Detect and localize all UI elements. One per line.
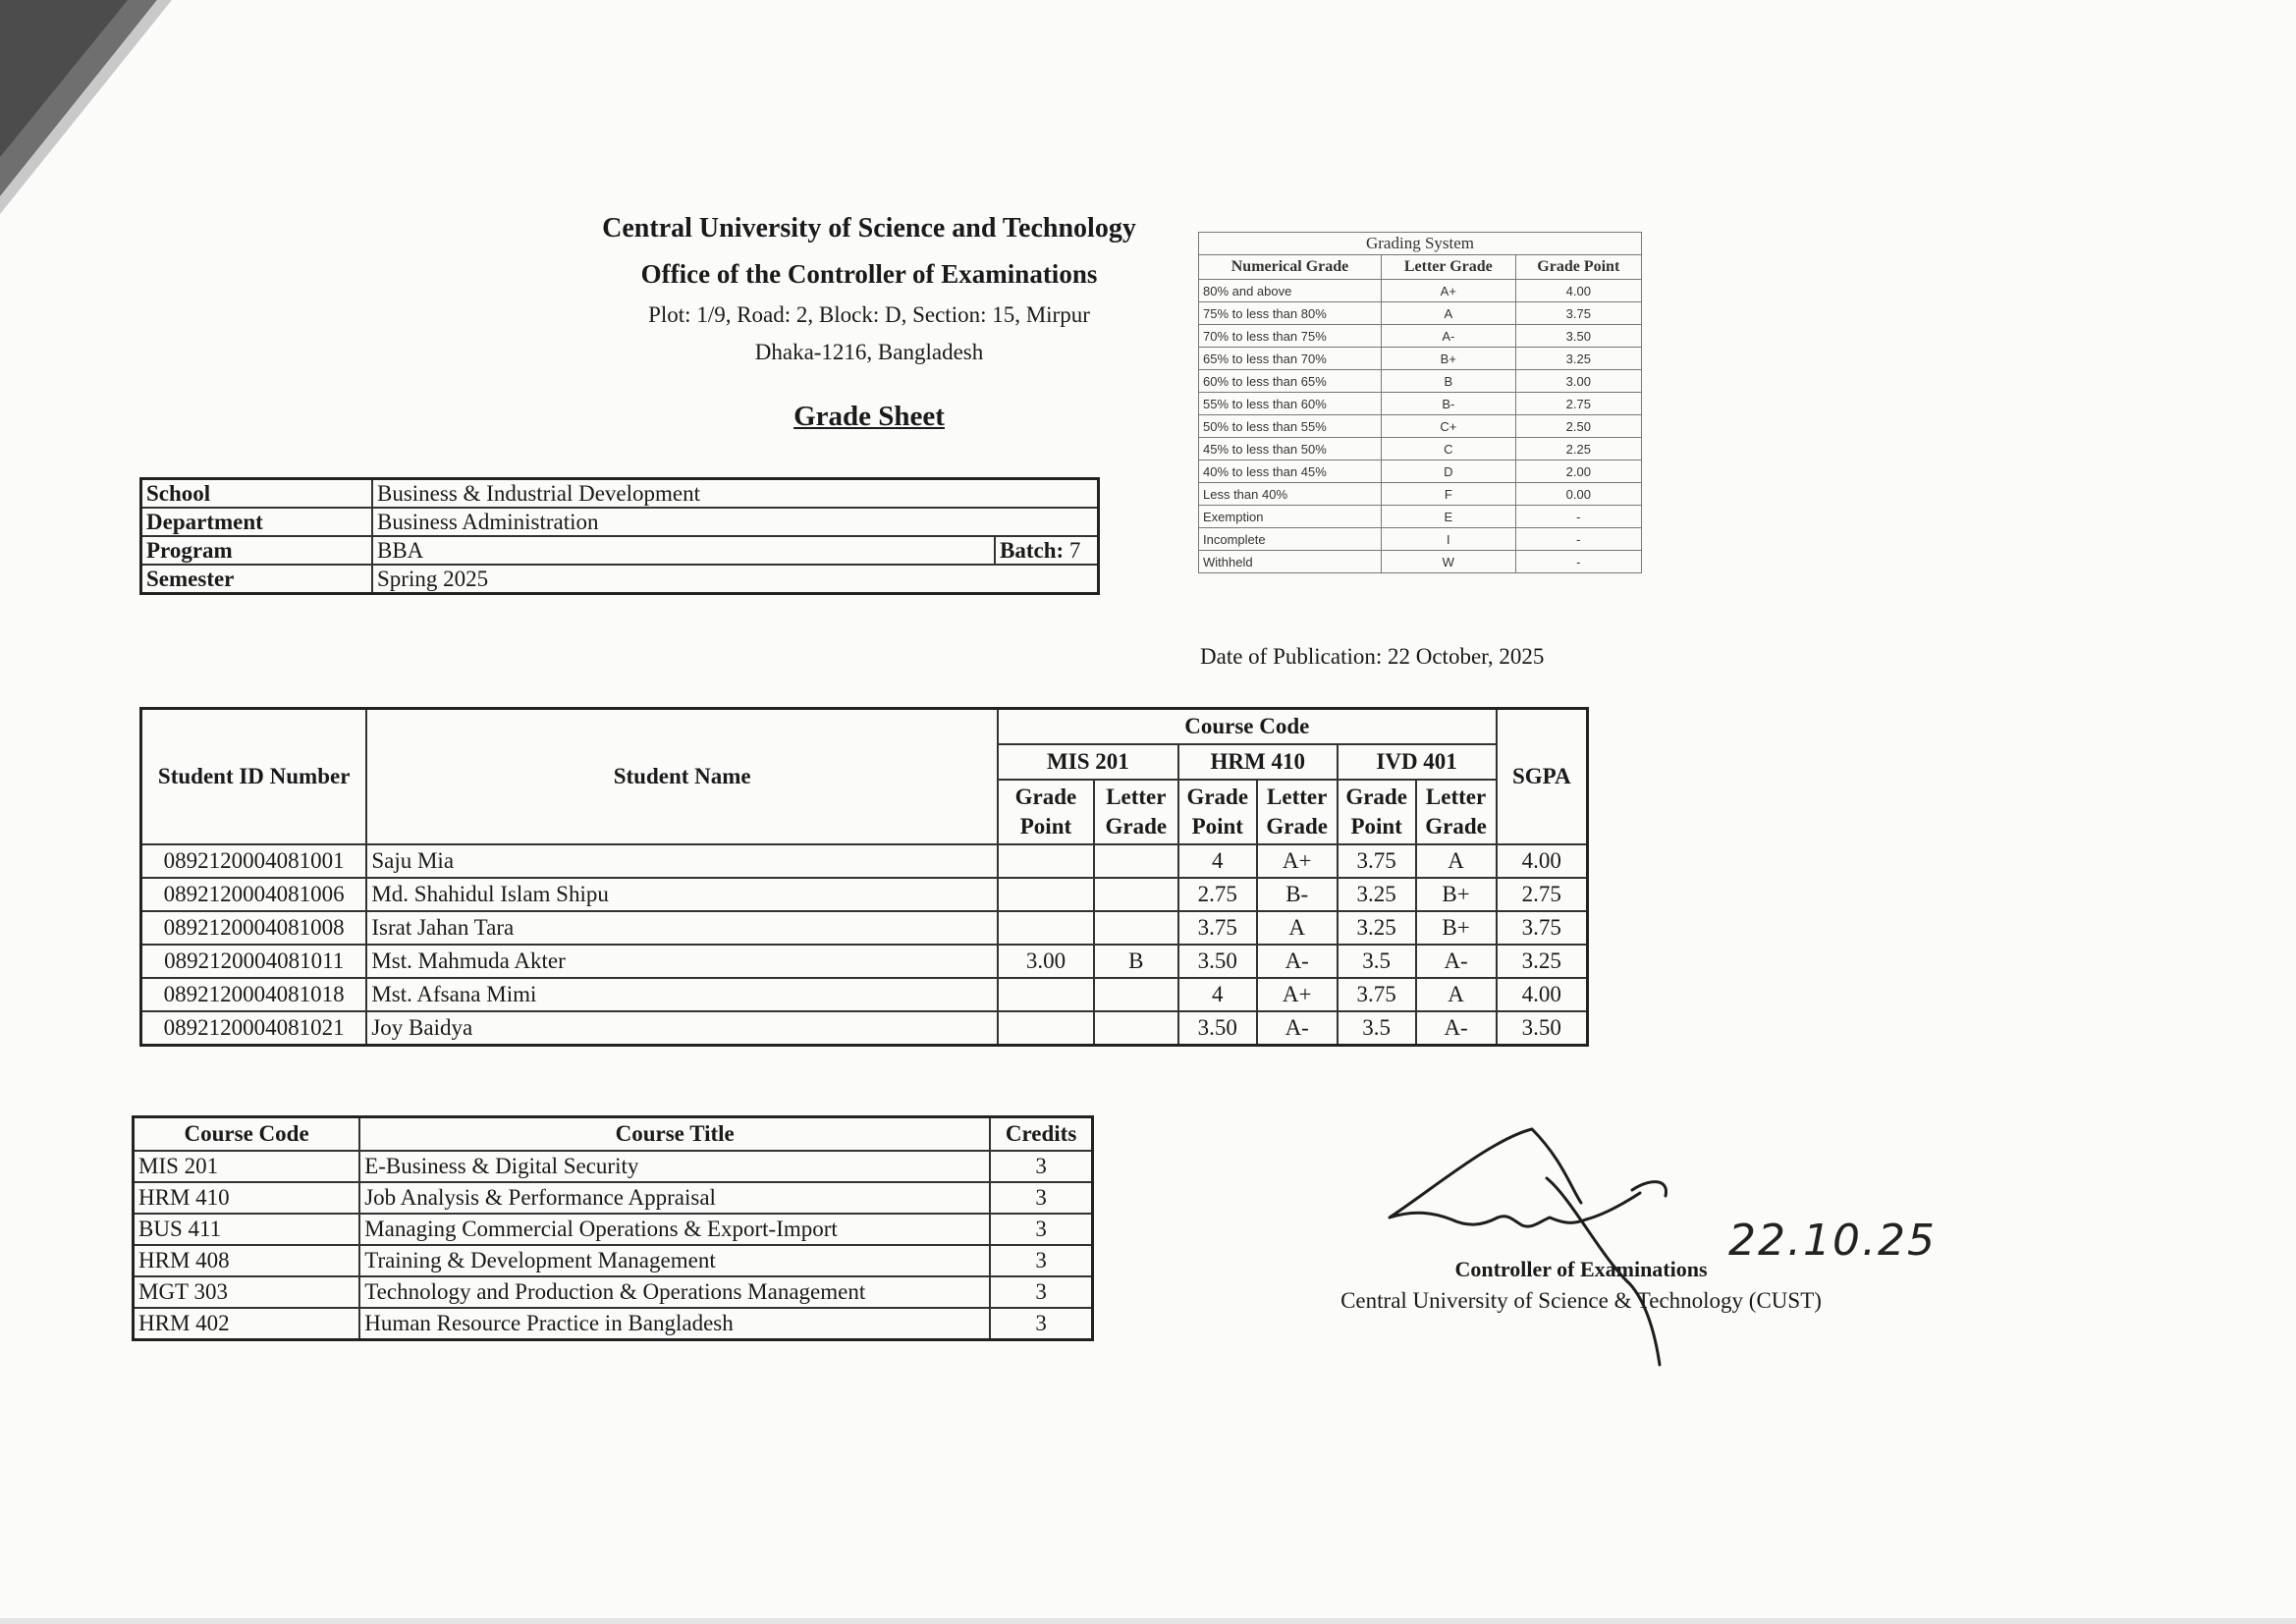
mis201-letter-grade-cell bbox=[1094, 911, 1178, 945]
institution-name: Central University of Science and Technology bbox=[602, 213, 1136, 244]
grading-letter-grade-cell: F bbox=[1382, 483, 1516, 506]
course-header-hrm410: HRM 410 bbox=[1178, 744, 1338, 780]
course-code-cell: MIS 201 bbox=[134, 1151, 360, 1182]
grading-row bbox=[1199, 460, 1642, 483]
course-code-cell: HRM 408 bbox=[134, 1245, 360, 1276]
ivd401-grade-point-cell: 3.75 bbox=[1338, 844, 1416, 878]
grading-row bbox=[1199, 483, 1642, 506]
grading-letter-grade-cell: B bbox=[1382, 370, 1516, 393]
mis201-grade-point-cell bbox=[998, 978, 1094, 1011]
course-title-col-header: Course Title bbox=[359, 1117, 990, 1152]
grading-row bbox=[1199, 438, 1642, 460]
ivd401-letter-grade-cell: A bbox=[1416, 844, 1497, 878]
course-code-cell: HRM 410 bbox=[134, 1182, 360, 1214]
grading-numerical-grade-cell: 50% to less than 55% bbox=[1199, 415, 1382, 438]
grading-letter-grade-cell: I bbox=[1382, 528, 1516, 551]
controller-institution: Central University of Science & Technology (CUST) bbox=[1340, 1288, 1822, 1313]
batch-label: Batch: bbox=[1000, 538, 1065, 563]
grading-row bbox=[1199, 280, 1642, 302]
grading-row bbox=[1199, 348, 1642, 370]
course-title-cell: Training & Development Management bbox=[359, 1245, 990, 1276]
course-code-cell: MGT 303 bbox=[134, 1276, 360, 1308]
course-row bbox=[134, 1245, 1093, 1276]
grading-numerical-grade-cell: 40% to less than 45% bbox=[1199, 460, 1382, 483]
result-row bbox=[141, 1011, 1588, 1046]
student-id-cell: 0892120004081001 bbox=[141, 844, 367, 878]
course-title-cell: Technology and Production & Operations Management bbox=[359, 1276, 990, 1308]
grading-letter-grade-cell: B+ bbox=[1382, 348, 1516, 370]
ivd401-grade-point-cell: 3.25 bbox=[1338, 911, 1416, 945]
course-row bbox=[134, 1308, 1093, 1340]
grading-grade-point-cell: 4.00 bbox=[1515, 280, 1641, 302]
grading-grade-point-cell: 3.75 bbox=[1515, 302, 1641, 325]
hrm410-letter-grade-cell: B- bbox=[1257, 878, 1338, 911]
hrm410-grade-point-cell: 4 bbox=[1178, 844, 1257, 878]
credits-cell: 3 bbox=[990, 1276, 1092, 1308]
grading-system-table bbox=[1198, 232, 1642, 573]
student-name-cell: Mst. Mahmuda Akter bbox=[366, 945, 998, 978]
mis201-letter-grade-cell bbox=[1094, 978, 1178, 1011]
grading-numerical-grade-cell: 80% and above bbox=[1199, 280, 1382, 302]
address-line-2: Dhaka-1216, Bangladesh bbox=[754, 340, 984, 364]
ivd401-grade-point-cell: 3.25 bbox=[1338, 878, 1416, 911]
publication-date: Date of Publication: 22 October, 2025 bbox=[1200, 644, 1545, 669]
result-row bbox=[141, 844, 1588, 878]
grading-row bbox=[1199, 302, 1642, 325]
grade-sheet-title: Grade Sheet bbox=[793, 401, 945, 432]
grading-numerical-grade-cell: Exemption bbox=[1199, 506, 1382, 528]
course-title-cell: E-Business & Digital Security bbox=[359, 1151, 990, 1182]
student-id-cell: 0892120004081011 bbox=[141, 945, 367, 978]
course-row bbox=[134, 1276, 1093, 1308]
grading-row bbox=[1199, 506, 1642, 528]
grading-system-title: Grading System bbox=[1199, 233, 1642, 255]
address-line-1: Plot: 1/9, Road: 2, Block: D, Section: 15, Mirpur bbox=[648, 302, 1090, 327]
ivd401-letter-grade-cell: A- bbox=[1416, 945, 1497, 978]
student-name-cell: Joy Baidya bbox=[366, 1011, 998, 1046]
grading-numerical-grade-cell: Withheld bbox=[1199, 551, 1382, 573]
mis201-letter-grade-cell bbox=[1094, 844, 1178, 878]
credits-cell: 3 bbox=[990, 1214, 1092, 1245]
grading-numerical-grade-cell: 45% to less than 50% bbox=[1199, 438, 1382, 460]
mis201-grade-point-cell bbox=[998, 844, 1094, 878]
student-id-header: Student ID Number bbox=[141, 709, 367, 845]
student-name-cell: Saju Mia bbox=[366, 844, 998, 878]
course-row bbox=[134, 1182, 1093, 1214]
mis201-grade-point-cell bbox=[998, 1011, 1094, 1046]
grading-header-letter: Letter Grade bbox=[1382, 255, 1516, 280]
credits-cell: 3 bbox=[990, 1245, 1092, 1276]
info-row-program bbox=[141, 536, 1099, 565]
mis201-letter-grade-cell bbox=[1094, 878, 1178, 911]
credits-col-header: Credits bbox=[990, 1117, 1092, 1152]
student-id-cell: 0892120004081018 bbox=[141, 978, 367, 1011]
grading-grade-point-cell: - bbox=[1515, 506, 1641, 528]
scan-corner-shadow bbox=[0, 0, 236, 226]
ivd401-letter-grade-cell: B+ bbox=[1416, 911, 1497, 945]
program-value: BBA bbox=[372, 536, 995, 565]
result-row bbox=[141, 978, 1588, 1011]
school-label: School bbox=[141, 479, 373, 509]
hrm410-grade-point-cell: 3.50 bbox=[1178, 1011, 1257, 1046]
grading-grade-point-cell: 3.00 bbox=[1515, 370, 1641, 393]
signature-date: 22.10.25 bbox=[1728, 1216, 1937, 1266]
result-row bbox=[141, 911, 1588, 945]
grading-row bbox=[1199, 528, 1642, 551]
info-row-school bbox=[141, 479, 1099, 509]
letter-grade-header: Letter Grade bbox=[1094, 780, 1178, 844]
sgpa-cell: 3.50 bbox=[1497, 1011, 1588, 1046]
result-row bbox=[141, 945, 1588, 978]
hrm410-letter-grade-cell: A- bbox=[1257, 1011, 1338, 1046]
hrm410-letter-grade-cell: A- bbox=[1257, 945, 1338, 978]
department-label: Department bbox=[141, 508, 373, 536]
ivd401-grade-point-cell: 3.5 bbox=[1338, 945, 1416, 978]
scan-bottom-strip bbox=[0, 1618, 2296, 1624]
mis201-grade-point-cell: 3.00 bbox=[998, 945, 1094, 978]
grading-letter-grade-cell: E bbox=[1382, 506, 1516, 528]
student-name-header: Student Name bbox=[366, 709, 998, 845]
mis201-grade-point-cell bbox=[998, 911, 1094, 945]
grade-point-header: Grade Point bbox=[1338, 780, 1416, 844]
hrm410-letter-grade-cell: A+ bbox=[1257, 978, 1338, 1011]
grading-numerical-grade-cell: 60% to less than 65% bbox=[1199, 370, 1382, 393]
mis201-letter-grade-cell: B bbox=[1094, 945, 1178, 978]
hrm410-grade-point-cell: 3.50 bbox=[1178, 945, 1257, 978]
credits-cell: 3 bbox=[990, 1182, 1092, 1214]
grading-letter-grade-cell: W bbox=[1382, 551, 1516, 573]
grading-grade-point-cell: - bbox=[1515, 551, 1641, 573]
grading-grade-point-cell: 0.00 bbox=[1515, 483, 1641, 506]
sgpa-cell: 3.75 bbox=[1497, 911, 1588, 945]
result-row bbox=[141, 878, 1588, 911]
course-code-cell: HRM 402 bbox=[134, 1308, 360, 1340]
sgpa-cell: 2.75 bbox=[1497, 878, 1588, 911]
grading-row bbox=[1199, 551, 1642, 573]
ivd401-letter-grade-cell: A bbox=[1416, 978, 1497, 1011]
info-row-semester bbox=[141, 565, 1099, 594]
grading-grade-point-cell: 2.75 bbox=[1515, 393, 1641, 415]
mis201-grade-point-cell bbox=[998, 878, 1094, 911]
semester-value: Spring 2025 bbox=[372, 565, 1099, 594]
course-code-col-header: Course Code bbox=[134, 1117, 360, 1152]
grading-numerical-grade-cell: Incomplete bbox=[1199, 528, 1382, 551]
student-name-cell: Md. Shahidul Islam Shipu bbox=[366, 878, 998, 911]
ivd401-grade-point-cell: 3.75 bbox=[1338, 978, 1416, 1011]
ivd401-letter-grade-cell: A- bbox=[1416, 1011, 1497, 1046]
department-value: Business Administration bbox=[372, 508, 1099, 536]
course-code-header: Course Code bbox=[998, 709, 1497, 745]
student-name-cell: Israt Jahan Tara bbox=[366, 911, 998, 945]
grading-row bbox=[1199, 325, 1642, 348]
hrm410-grade-point-cell: 4 bbox=[1178, 978, 1257, 1011]
hrm410-grade-point-cell: 3.75 bbox=[1178, 911, 1257, 945]
batch-value: 7 bbox=[1068, 538, 1081, 563]
sgpa-header: SGPA bbox=[1497, 709, 1588, 845]
grading-numerical-grade-cell: 55% to less than 60% bbox=[1199, 393, 1382, 415]
grading-grade-point-cell: - bbox=[1515, 528, 1641, 551]
grading-grade-point-cell: 2.50 bbox=[1515, 415, 1641, 438]
credits-cell: 3 bbox=[990, 1151, 1092, 1182]
batch-cell bbox=[995, 536, 1099, 565]
results-table bbox=[139, 707, 1589, 1047]
grading-grade-point-cell: 2.25 bbox=[1515, 438, 1641, 460]
course-code-cell: BUS 411 bbox=[134, 1214, 360, 1245]
grading-grade-point-cell: 2.00 bbox=[1515, 460, 1641, 483]
controller-title: Controller of Examinations bbox=[1454, 1257, 1708, 1281]
course-header-mis201: MIS 201 bbox=[998, 744, 1178, 780]
program-label: Program bbox=[141, 536, 373, 565]
ivd401-grade-point-cell: 3.5 bbox=[1338, 1011, 1416, 1046]
grading-numerical-grade-cell: 75% to less than 80% bbox=[1199, 302, 1382, 325]
grading-letter-grade-cell: B- bbox=[1382, 393, 1516, 415]
student-id-cell: 0892120004081008 bbox=[141, 911, 367, 945]
office-name: Office of the Controller of Examinations bbox=[640, 259, 1098, 289]
grading-numerical-grade-cell: Less than 40% bbox=[1199, 483, 1382, 506]
grade-point-header: Grade Point bbox=[1178, 780, 1257, 844]
grading-numerical-grade-cell: 70% to less than 75% bbox=[1199, 325, 1382, 348]
program-info-table bbox=[139, 477, 1100, 595]
sgpa-cell: 4.00 bbox=[1497, 978, 1588, 1011]
ivd401-letter-grade-cell: B+ bbox=[1416, 878, 1497, 911]
course-list-table bbox=[132, 1115, 1094, 1341]
sgpa-cell: 4.00 bbox=[1497, 844, 1588, 878]
course-title-cell: Job Analysis & Performance Appraisal bbox=[359, 1182, 990, 1214]
sgpa-cell: 3.25 bbox=[1497, 945, 1588, 978]
course-row bbox=[134, 1214, 1093, 1245]
student-id-cell: 0892120004081021 bbox=[141, 1011, 367, 1046]
grading-row bbox=[1199, 393, 1642, 415]
grading-grade-point-cell: 3.25 bbox=[1515, 348, 1641, 370]
grading-letter-grade-cell: A- bbox=[1382, 325, 1516, 348]
student-id-cell: 0892120004081006 bbox=[141, 878, 367, 911]
mis201-letter-grade-cell bbox=[1094, 1011, 1178, 1046]
grading-letter-grade-cell: D bbox=[1382, 460, 1516, 483]
grading-letter-grade-cell: C+ bbox=[1382, 415, 1516, 438]
credits-cell: 3 bbox=[990, 1308, 1092, 1340]
grade-point-header: Grade Point bbox=[998, 780, 1094, 844]
grading-row bbox=[1199, 370, 1642, 393]
grading-numerical-grade-cell: 65% to less than 70% bbox=[1199, 348, 1382, 370]
grading-row bbox=[1199, 415, 1642, 438]
grading-letter-grade-cell: A+ bbox=[1382, 280, 1516, 302]
course-row bbox=[134, 1151, 1093, 1182]
grading-grade-point-cell: 3.50 bbox=[1515, 325, 1641, 348]
course-title-cell: Human Resource Practice in Bangladesh bbox=[359, 1308, 990, 1340]
grading-letter-grade-cell: C bbox=[1382, 438, 1516, 460]
info-row-department bbox=[141, 508, 1099, 536]
course-header-ivd401: IVD 401 bbox=[1338, 744, 1497, 780]
hrm410-letter-grade-cell: A+ bbox=[1257, 844, 1338, 878]
controller-signature bbox=[1375, 1119, 1787, 1375]
letter-grade-header: Letter Grade bbox=[1416, 780, 1497, 844]
grading-letter-grade-cell: A bbox=[1382, 302, 1516, 325]
semester-label: Semester bbox=[141, 565, 373, 594]
grading-header-numerical: Numerical Grade bbox=[1199, 255, 1382, 280]
student-name-cell: Mst. Afsana Mimi bbox=[366, 978, 998, 1011]
school-value: Business & Industrial Development bbox=[372, 479, 1099, 509]
hrm410-letter-grade-cell: A bbox=[1257, 911, 1338, 945]
hrm410-grade-point-cell: 2.75 bbox=[1178, 878, 1257, 911]
letter-grade-header: Letter Grade bbox=[1257, 780, 1338, 844]
course-title-cell: Managing Commercial Operations & Export-Import bbox=[359, 1214, 990, 1245]
document-header bbox=[550, 206, 1188, 371]
grading-header-point: Grade Point bbox=[1515, 255, 1641, 280]
